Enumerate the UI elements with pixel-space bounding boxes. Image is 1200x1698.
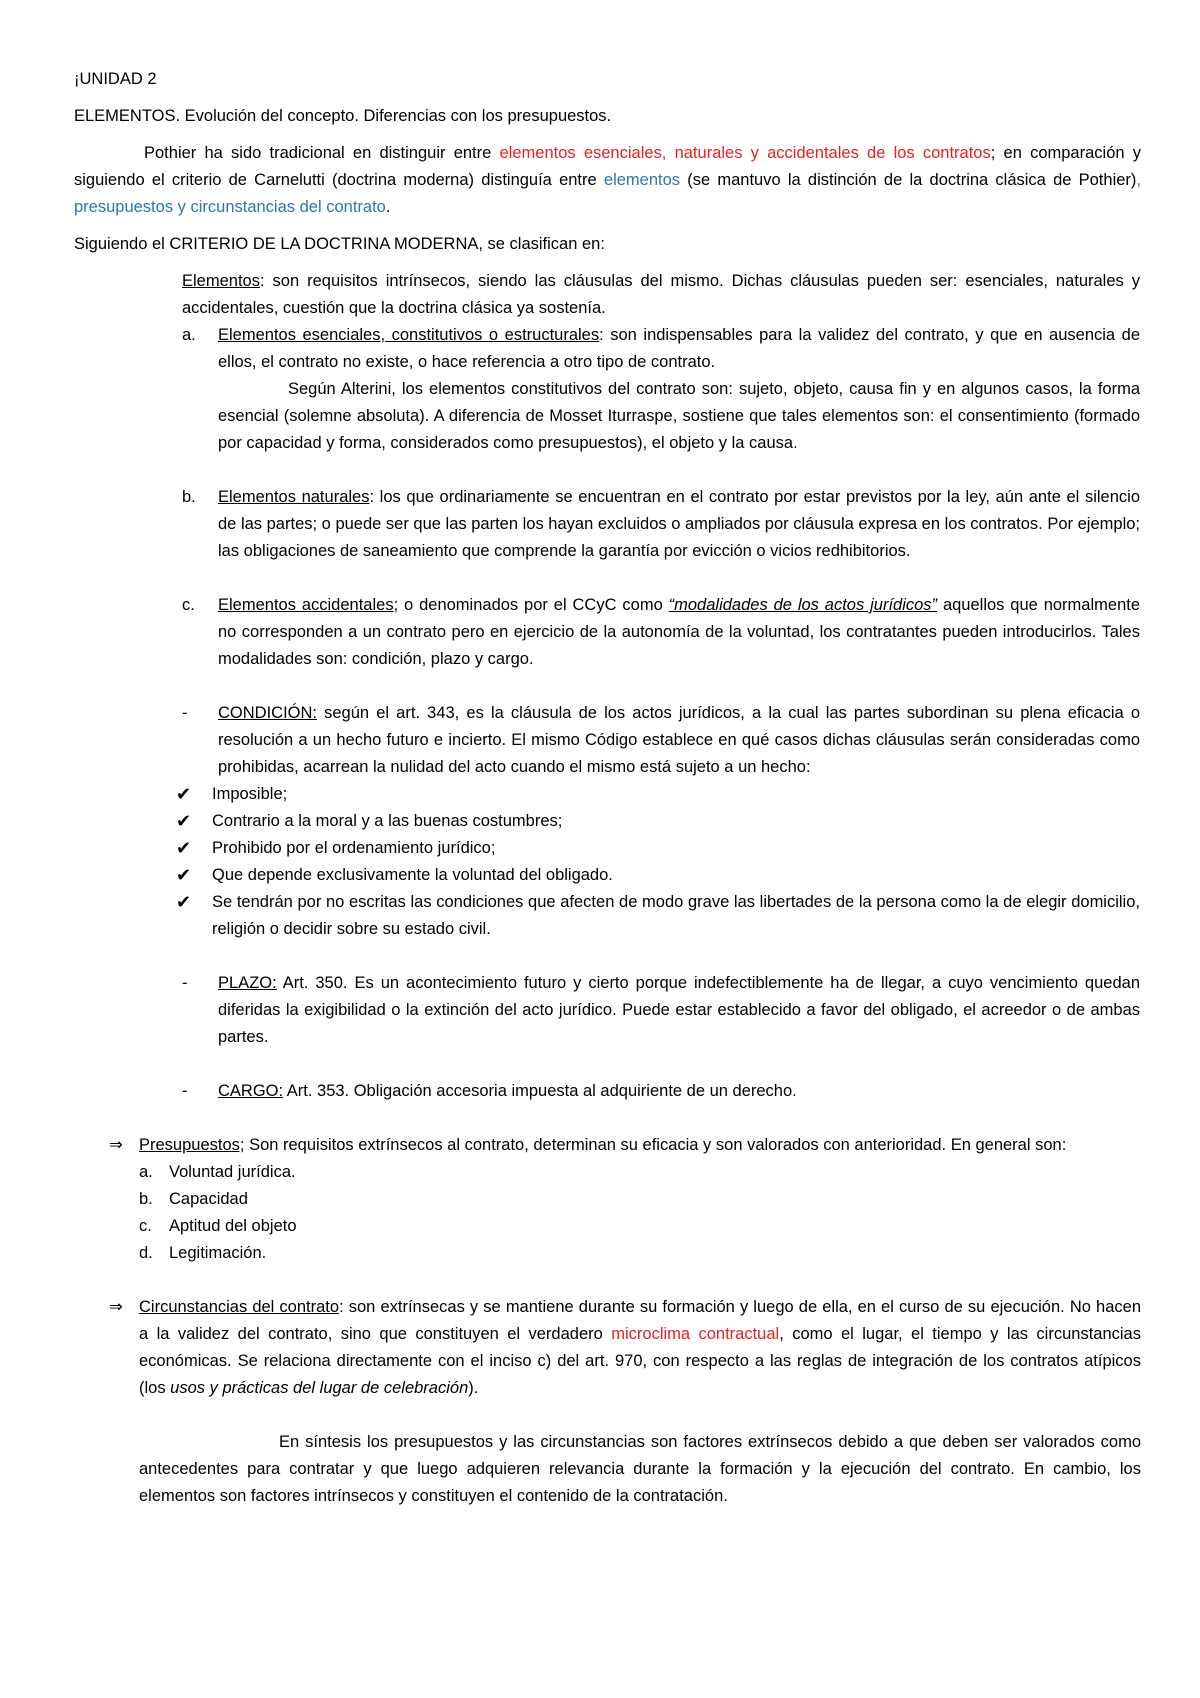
dash-marker: - xyxy=(182,704,188,722)
section-heading: ELEMENTOS. Evolución del concepto. Diferencias con los presupuestos. xyxy=(74,107,612,125)
checklist xyxy=(176,781,1140,943)
check-icon: ✔ xyxy=(176,892,192,912)
check-item: ✔ Que depende exclusivamente la voluntad del obligado. xyxy=(176,862,1140,889)
check-item: ✔ Prohibido por el ordenamiento jurídico; xyxy=(176,835,1140,862)
list-item: b. Capacidad xyxy=(139,1190,248,1208)
highlight-red-text: microclima contractual xyxy=(611,1325,780,1343)
document-page xyxy=(74,66,1141,1510)
arrow-right-icon: ⇒ xyxy=(109,1298,123,1316)
check-icon: ✔ xyxy=(176,838,192,858)
check-icon: ✔ xyxy=(176,865,192,885)
check-icon: ✔ xyxy=(176,811,192,831)
list-marker: c. xyxy=(182,596,195,614)
list-marker: a. xyxy=(182,326,196,344)
intro-paragraph: Pothier ha sido tradicional en distinguir entre elementos esenciales, naturales y accidentales de los contratos; en comparación y siguiendo el criterio de Carnelutti (doctrina moderna) distinguía entre elementos (se mantuvo la distinción de la doctrina clásica de Pothier), presupuestos y circunstancias del contrato. xyxy=(74,144,1141,216)
dash-marker: - xyxy=(182,1082,188,1100)
highlight-red-text: elementos esenciales, naturales y accidentales de los contratos xyxy=(499,144,991,162)
list-item: d. Legitimación. xyxy=(139,1244,267,1262)
presupuestos-item: ⇒ Presupuestos; Son requisitos extrínsecos al contrato, determinan su eficacia y son valorados con anterioridad. En general son: xyxy=(74,1132,1141,1159)
unit-title: ¡UNIDAD 2 xyxy=(74,70,157,88)
circunstancias-item: ⇒ Circunstancias del contrato: son extrínsecas y se mantiene durante su formación y luego de ella, en el curso de su ejecución. No hacen a la validez del contrato, sino que constituyen el verdadero microclima contractual, como el lugar, el tiempo y las circunstancias económicas. Se relaciona directamente con el inciso c) del art. 970, con respecto a las reglas de integración de los contratos atípicos (los usos y prácticas del lugar de celebración). xyxy=(74,1294,1141,1402)
list-item: c. Aptitud del objeto xyxy=(139,1217,297,1235)
plazo-item: - PLAZO: Art. 350. Es un acontecimiento futuro y cierto porque indefectiblemente ha de llegar, a cuyo vencimiento quedan diferidas la exigibilidad o la extinción del acto jurídico. Puede estar establecido a favor del obligado, el acreedor o de ambas partes. xyxy=(182,970,1140,1051)
list-item-c: c. Elementos accidentales; o denominados por el CCyC como “modalidades de los actos jurídicos” aquellos que normalmente no corresponden a un contrato pero en ejercicio de la autonomía de la voluntad, los contratantes pueden introducirlos. Tales modalidades son: condición, plazo y cargo. xyxy=(182,592,1140,673)
list-marker: b. xyxy=(182,488,196,506)
check-item: ✔ Imposible; xyxy=(176,781,1140,808)
list-item-a: a. Elementos esenciales, constitutivos o estructurales: son indispensables para la validez del contrato, y que en ausencia de ellos, el contrato no existe, o hace referencia a otro tipo de contrato. Según Alterini, los elementos constitutivos del contrato son: sujeto, objeto, causa fin y en algunos casos, la forma esencial (solemne absoluta). A diferencia de Mosset Iturraspe, sostiene que tales elementos son: el consentimiento (formado por capacidad y forma, considerados como presupuestos), el objeto y la causa. xyxy=(182,322,1140,457)
presupuestos-list xyxy=(139,1159,1141,1267)
arrow-right-icon: ⇒ xyxy=(109,1136,123,1154)
elementos-block xyxy=(176,268,1141,1105)
quote-text: “modalidades de los actos jurídicos” xyxy=(668,596,938,614)
elementos-paragraph: Elementos: son requisitos intrínsecos, siendo las cláusulas del mismo. Dichas cláusulas pueden ser: esenciales, naturales y accidentales, cuestión que la doctrina clásica ya sostenía. xyxy=(182,272,1140,317)
dash-marker: - xyxy=(182,974,188,992)
list-item-b: b. Elementos naturales: los que ordinariamente se encuentran en el contrato por estar previstos por la ley, aún ante el silencio de las partes; o puede ser que las parten los hayan excluidos o ampliados por cláusula expresa en los contratos. Por ejemplo; las obligaciones de saneamiento que comprende la garantía por evicción o vicios redhibitorios. xyxy=(182,484,1140,565)
highlight-blue-text: elementos xyxy=(603,171,681,189)
sintesis-paragraph: En síntesis los presupuestos y las circunstancias son factores extrínsecos debido a que deben ser valorados como antecedentes para contratar y que luego adquieren relevancia durante la formación y la ejecución del contrato. En cambio, los elementos son factores intrínsecos y constituyen el contenido de la contratación. xyxy=(139,1433,1141,1505)
check-icon: ✔ xyxy=(176,784,192,804)
check-item: ✔ Contrario a la moral y a las buenas costumbres; xyxy=(176,808,1140,835)
condicion-item: - CONDICIÓN: según el art. 343, es la cláusula de los actos jurídicos, a la cual las partes subordinan su plena eficacia o resolución a un hecho futuro e incierto. El mismo Código establece en qué casos dichas cláusulas serán consideradas como prohibidas, acarrean la nulidad del acto cuando el mismo está sujeto a un hecho: xyxy=(182,700,1140,781)
highlight-blue-text: , presupuestos y circunstancias del contrato xyxy=(74,171,1141,216)
cargo-item: - CARGO: Art. 353. Obligación accesoria impuesta al adquiriente de un derecho. xyxy=(182,1078,1140,1105)
alterini-paragraph: Según Alterini, los elementos constitutivos del contrato son: sujeto, objeto, causa fin y en algunos casos, la forma esencial (solemne absoluta). A diferencia de Mosset Iturraspe, sostiene que tales elementos son: el consentimiento (formado por capacidad y forma, considerados como presupuestos), el objeto y la causa. xyxy=(218,380,1140,452)
criterio-line: Siguiendo el CRITERIO DE LA DOCTRINA MODERNA, se clasifican en: xyxy=(74,235,605,253)
list-item: a. Voluntad jurídica. xyxy=(139,1163,296,1181)
check-item: ✔ Se tendrán por no escritas las condiciones que afecten de modo grave las libertades de la persona como la de elegir domicilio, religión o decidir sobre su estado civil. xyxy=(176,889,1140,943)
